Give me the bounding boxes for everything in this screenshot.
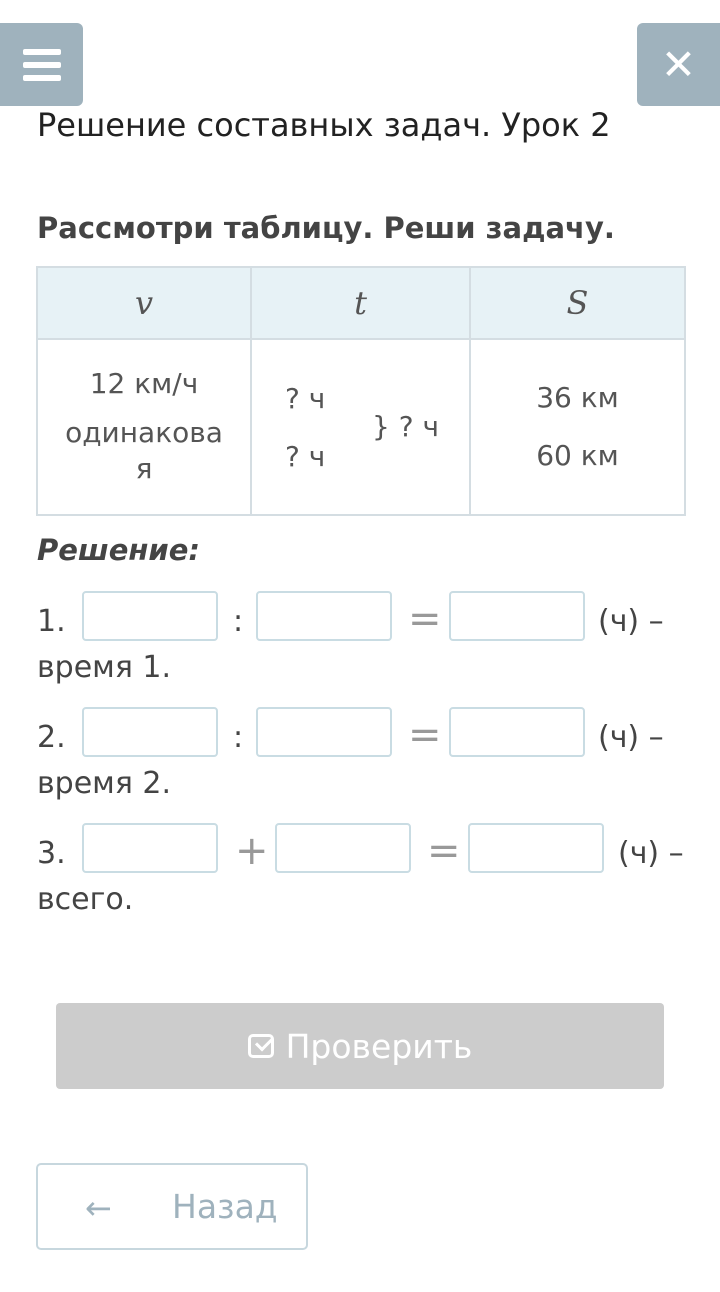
- solution-label: Решение:: [37, 533, 201, 567]
- step-1-number: 1.: [37, 604, 66, 639]
- step-1-unit: (ч) –: [598, 604, 664, 639]
- step-1-operand-1-input[interactable]: [82, 591, 218, 641]
- step-2-number: 2.: [37, 720, 66, 755]
- time-2: ? ч: [285, 440, 326, 473]
- step-2-result-input[interactable]: [449, 707, 585, 757]
- step-1-operator: :: [233, 604, 244, 639]
- step-3-operand-2-input[interactable]: [275, 823, 411, 873]
- check-button[interactable]: [56, 1003, 664, 1089]
- step-3-operand-1-input[interactable]: [82, 823, 218, 873]
- step-3-equals: =: [427, 828, 461, 874]
- step-2-equals: =: [408, 712, 442, 758]
- time-1: ? ч: [285, 382, 326, 415]
- back-button-label: Назад: [172, 1187, 278, 1226]
- speed-same-label-wrap: я: [135, 452, 153, 486]
- task-instruction: Рассмотри таблицу. Реши задачу.: [37, 211, 615, 245]
- close-button[interactable]: [637, 23, 720, 106]
- data-table: [36, 266, 686, 516]
- step-3-number: 3.: [37, 836, 66, 871]
- step-3-result-input[interactable]: [468, 823, 604, 873]
- step-2-unit: (ч) –: [598, 720, 664, 755]
- back-button[interactable]: [36, 1163, 308, 1250]
- arrow-left-icon: ←: [85, 1189, 112, 1227]
- checkbox-icon: [248, 1034, 274, 1058]
- step-1-operand-2-input[interactable]: [256, 591, 392, 641]
- speed-same-label: одинакова: [65, 415, 223, 449]
- menu-button[interactable]: [0, 23, 83, 106]
- check-button-label: Проверить: [285, 1026, 473, 1066]
- header-v: v: [37, 267, 251, 339]
- header-s: S: [470, 267, 685, 339]
- step-2-operator: :: [233, 720, 244, 755]
- step-1-result-input[interactable]: [449, 591, 585, 641]
- step-2-description: время 2.: [37, 766, 172, 801]
- hamburger-menu-icon: [23, 49, 61, 81]
- distance-1: 36 км: [536, 381, 619, 414]
- lesson-title: Решение составных задач. Урок 2: [37, 106, 611, 144]
- step-3-description: всего.: [37, 882, 134, 917]
- step-2-operand-1-input[interactable]: [82, 707, 218, 757]
- total-time: } ? ч: [372, 410, 440, 443]
- step-2-operand-2-input[interactable]: [256, 707, 392, 757]
- distance-2: 60 км: [536, 439, 619, 472]
- step-1-equals: =: [408, 596, 442, 642]
- speed-cell: [37, 339, 251, 515]
- step-3-unit: (ч) –: [618, 836, 684, 871]
- step-3-operator: +: [235, 828, 269, 874]
- header-t: t: [251, 267, 470, 339]
- distance-cell: [470, 339, 685, 515]
- speed-value: 12 км/ч: [89, 367, 199, 401]
- step-1-description: время 1.: [37, 650, 172, 685]
- time-cell: [251, 339, 470, 515]
- close-icon: ✕: [660, 39, 697, 89]
